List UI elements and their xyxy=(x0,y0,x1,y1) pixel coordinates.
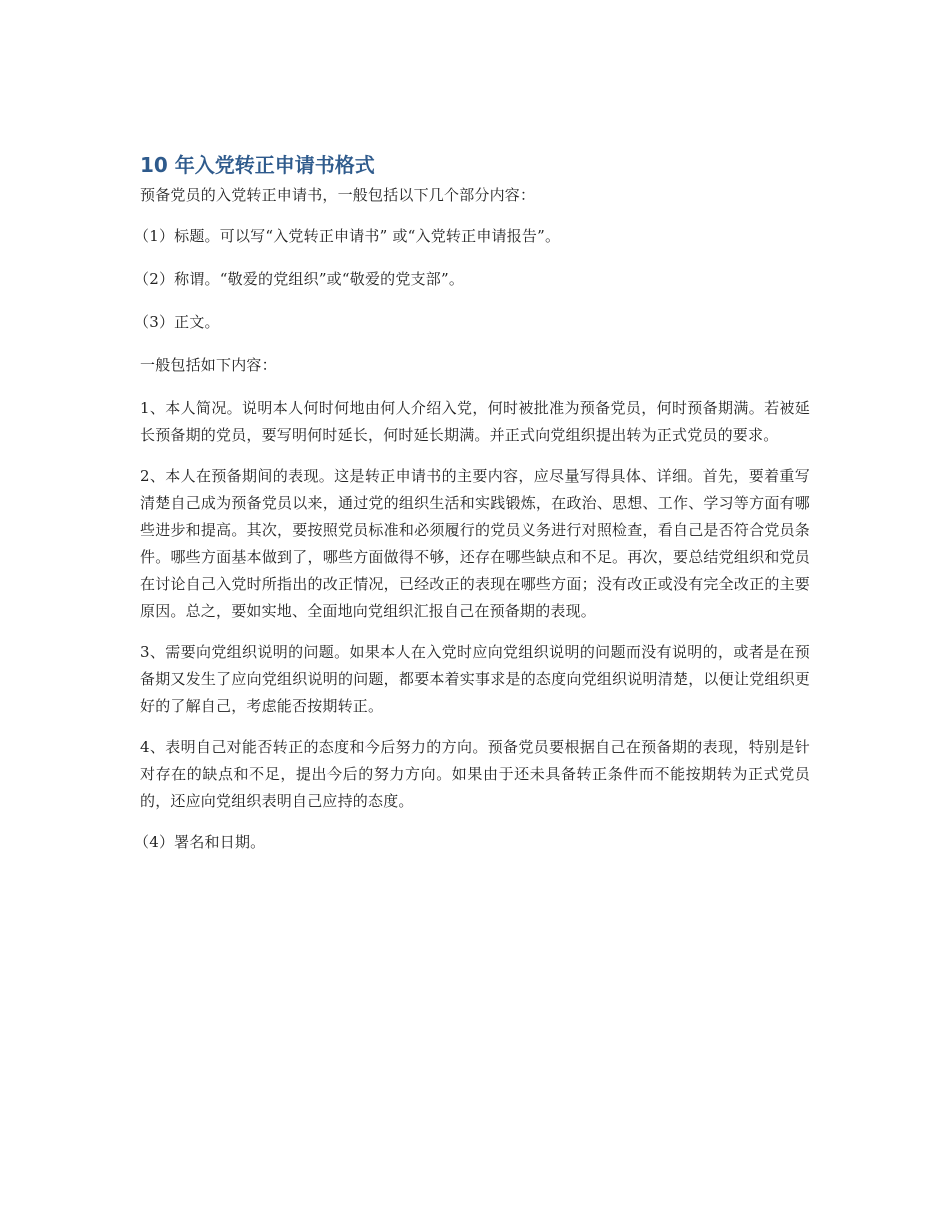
section-signature-item: （4）署名和日期。 xyxy=(134,833,266,851)
body-intro-paragraph: 一般包括如下内容： xyxy=(140,356,277,374)
section-title-item: （1）标题。可以写“入党转正申请书” 或“入党转正申请报告”。 xyxy=(134,227,561,245)
body-point-1: 1、本人简况。说明本人何时何地由何人介绍入党，何时被批准为预备党员，何时预备期满。若被延长预备期的党员，要写明何时延长，何时延长期满。并正式向党组织提出转为正式党员的要求。 xyxy=(140,399,810,444)
section-body-item: （3）正文。 xyxy=(134,313,220,331)
document-title: 10 年入党转正申请书格式 xyxy=(140,153,375,177)
body-point-3: 3、需要向党组织说明的问题。如果本人在入党时应向党组织说明的问题而没有说明的，或者是在预备期又发生了应向党组织说明的问题，都要本着实事求是的态度向党组织说明清楚，以便让党组织更好的了解自己，考虑能否按期转正。 xyxy=(140,643,810,715)
body-point-4: 4、表明自己对能否转正的态度和今后努力的方向。预备党员要根据自己在预备期的表现，特别是针对存在的缺点和不足，提出今后的努力方向。如果由于还未具备转正条件而不能按期转为正式党员的，还应向党组织表明自己应持的态度。 xyxy=(140,738,810,810)
body-point-2: 2、本人在预备期间的表现。这是转正申请书的主要内容，应尽量写得具体、详细。首先，要着重写清楚自己成为预备党员以来，通过党的组织生活和实践锻炼，在政治、思想、工作、学习等方面有哪些进步和提高。其次，要按照党员标准和必须履行的党员义务进行对照检查，看自己是否符合党员条件。哪些方面基本做到了，哪些方面做得不够，还存在哪些缺点和不足。再次，要总结党组织和党员在讨论自己入党时所指出的改正情况，已经改正的表现在哪些方面；没有改正或没有完全改正的主要原因。总之，要如实地、全面地向党组织汇报自己在预备期的表现。 xyxy=(140,467,810,620)
intro-paragraph: 预备党员的入党转正申请书，一般包括以下几个部分内容： xyxy=(140,186,536,204)
section-salutation-item: （2）称谓。“敬爱的党组织”或“敬爱的党支部”。 xyxy=(134,270,465,288)
document-page xyxy=(134,150,810,872)
